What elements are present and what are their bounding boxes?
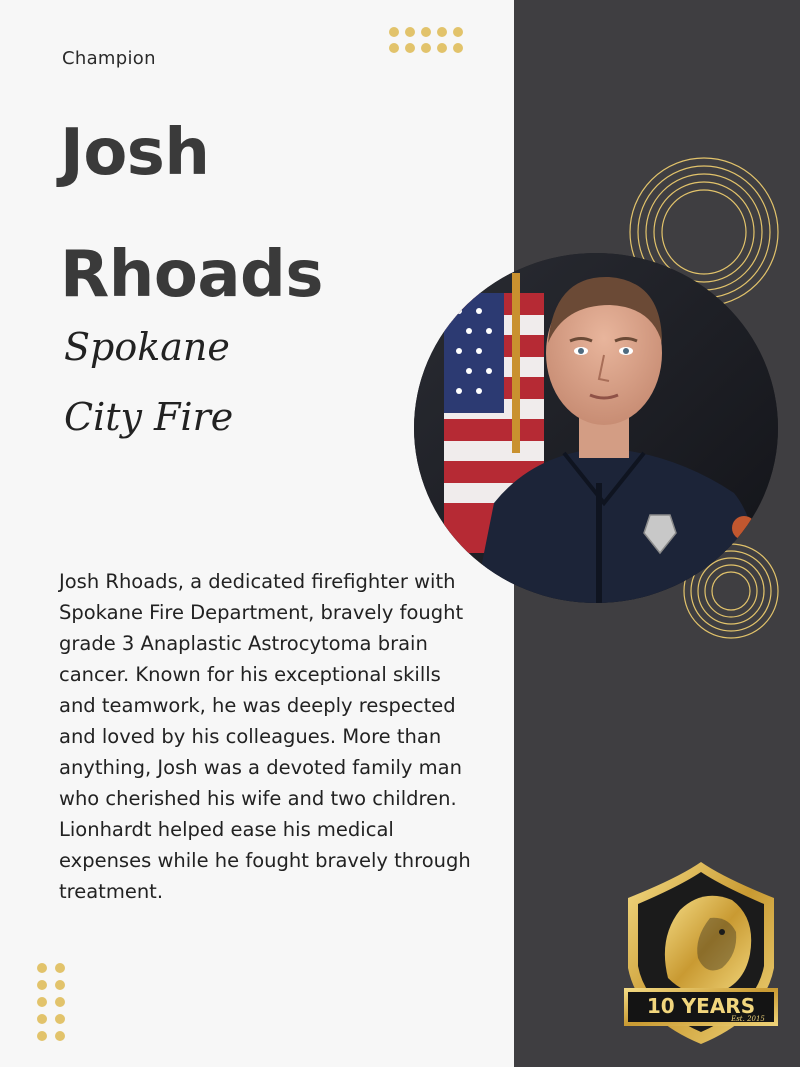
department-script (64, 312, 233, 452)
eyebrow-label: Champion (62, 48, 156, 69)
department-line-1: Spokane (64, 325, 230, 369)
logo-subtext: Est. 2015 (731, 1015, 765, 1023)
portrait-photo (414, 253, 778, 603)
decorative-dot-grid-top (388, 26, 472, 56)
decorative-dot-grid-bottom (36, 962, 68, 1044)
bio-paragraph: Josh Rhoads, a dedicated firefighter with Spokane Fire Department, bravely fought grade 3 Anaplastic Astrocytoma brain cancer. Known for his exceptional skills and teamwork, he was deeply respected and loved by his colleagues. More than anything, Josh was a devoted family man who cherished his wife and two children. Lionhardt helped ease his medical expenses while he fought bravely through treatment. (59, 570, 471, 903)
last-name: Rhoads (60, 238, 323, 312)
first-name: Josh (60, 116, 210, 190)
logo-text: 10 YEARS (646, 994, 756, 1018)
champion-name (60, 92, 323, 336)
lion-crest-logo (618, 858, 784, 1052)
department-line-2: City Fire (64, 395, 234, 439)
